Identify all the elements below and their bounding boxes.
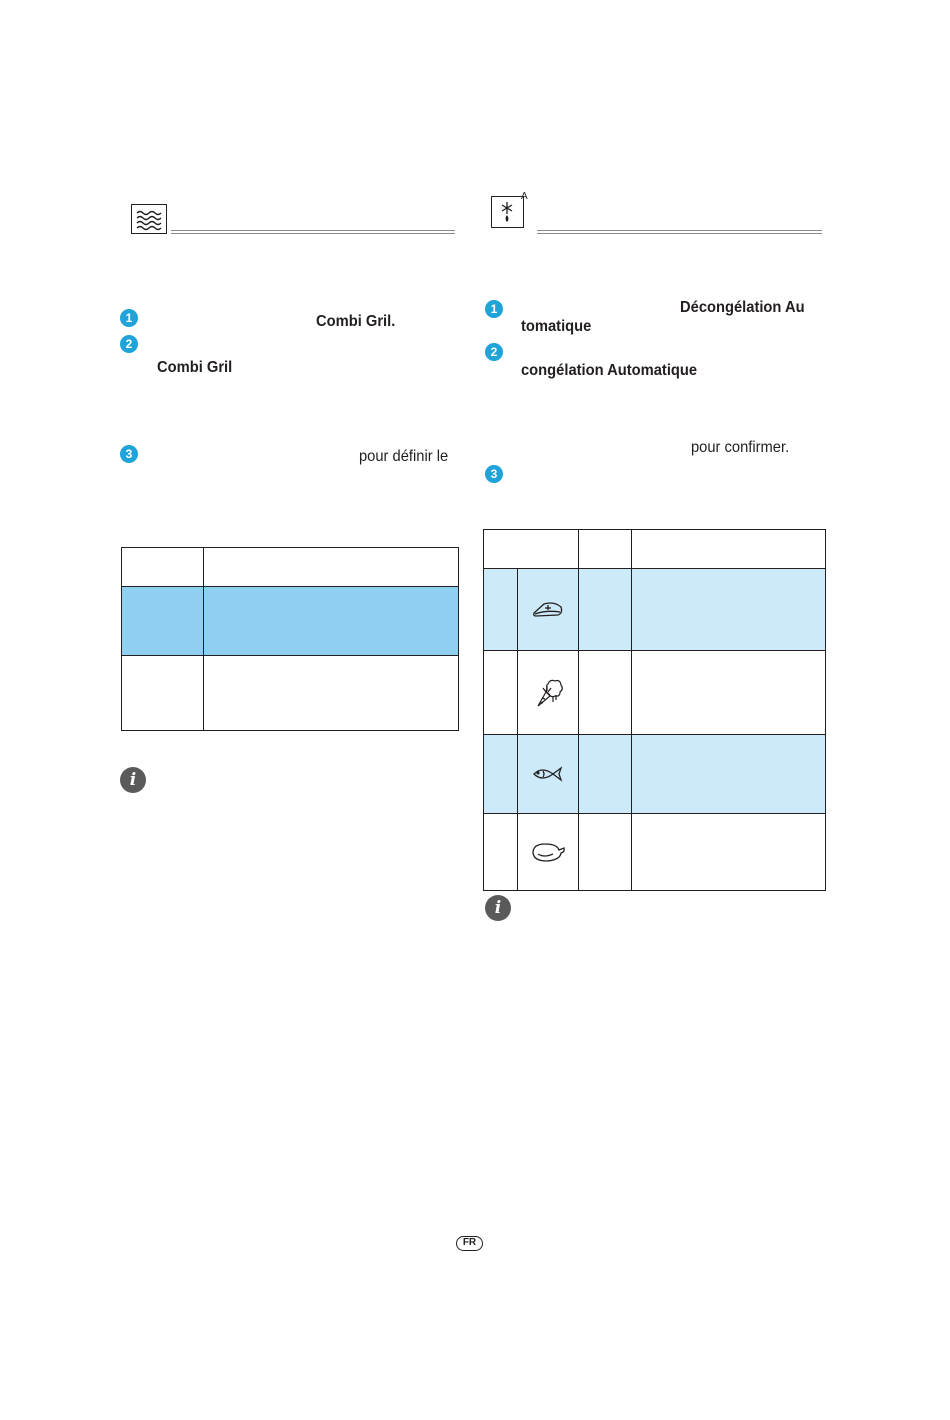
- poultry-icon: [529, 840, 567, 864]
- step-3-text: pour définir le: [359, 448, 449, 465]
- step-badge-1: 1: [485, 300, 503, 318]
- table-row: [484, 569, 826, 651]
- step-badge-1: 1: [120, 309, 138, 327]
- vegetables-icon: [531, 676, 565, 710]
- meat-steak-icon: [530, 599, 566, 621]
- step-1-bold-text: Combi Gril.: [316, 313, 396, 330]
- confirm-text: pour confirmer.: [691, 439, 790, 456]
- step-1-bold-text-line2: tomatique: [521, 318, 592, 335]
- table-row: [122, 587, 459, 656]
- step-1-bold-text-line1: Décongélation Au: [680, 299, 805, 316]
- step-badge-2: 2: [485, 343, 503, 361]
- defrost-snowflake-icon: [491, 196, 524, 228]
- table-row: [484, 651, 826, 735]
- info-icon: i: [120, 767, 146, 793]
- fish-icon: [531, 763, 565, 785]
- defrost-table: [483, 529, 826, 891]
- table-row: [122, 548, 459, 587]
- grill-waves-icon: [131, 204, 167, 234]
- table-row: [484, 814, 826, 891]
- step-2-bold-text: congélation Automatique: [521, 362, 698, 379]
- table-row: [122, 656, 459, 731]
- step-2-bold-text: Combi Gril: [157, 359, 233, 376]
- table-row: [484, 530, 826, 569]
- step-badge-3: 3: [120, 445, 138, 463]
- table-row: [484, 735, 826, 814]
- language-badge: FR: [456, 1236, 483, 1251]
- info-icon: i: [485, 895, 511, 921]
- grill-table: [121, 547, 459, 731]
- step-badge-3: 3: [485, 465, 503, 483]
- icon-superscript: A: [521, 191, 528, 202]
- step-badge-2: 2: [120, 335, 138, 353]
- section-rule-left: [171, 230, 455, 234]
- section-rule-right: [537, 230, 822, 234]
